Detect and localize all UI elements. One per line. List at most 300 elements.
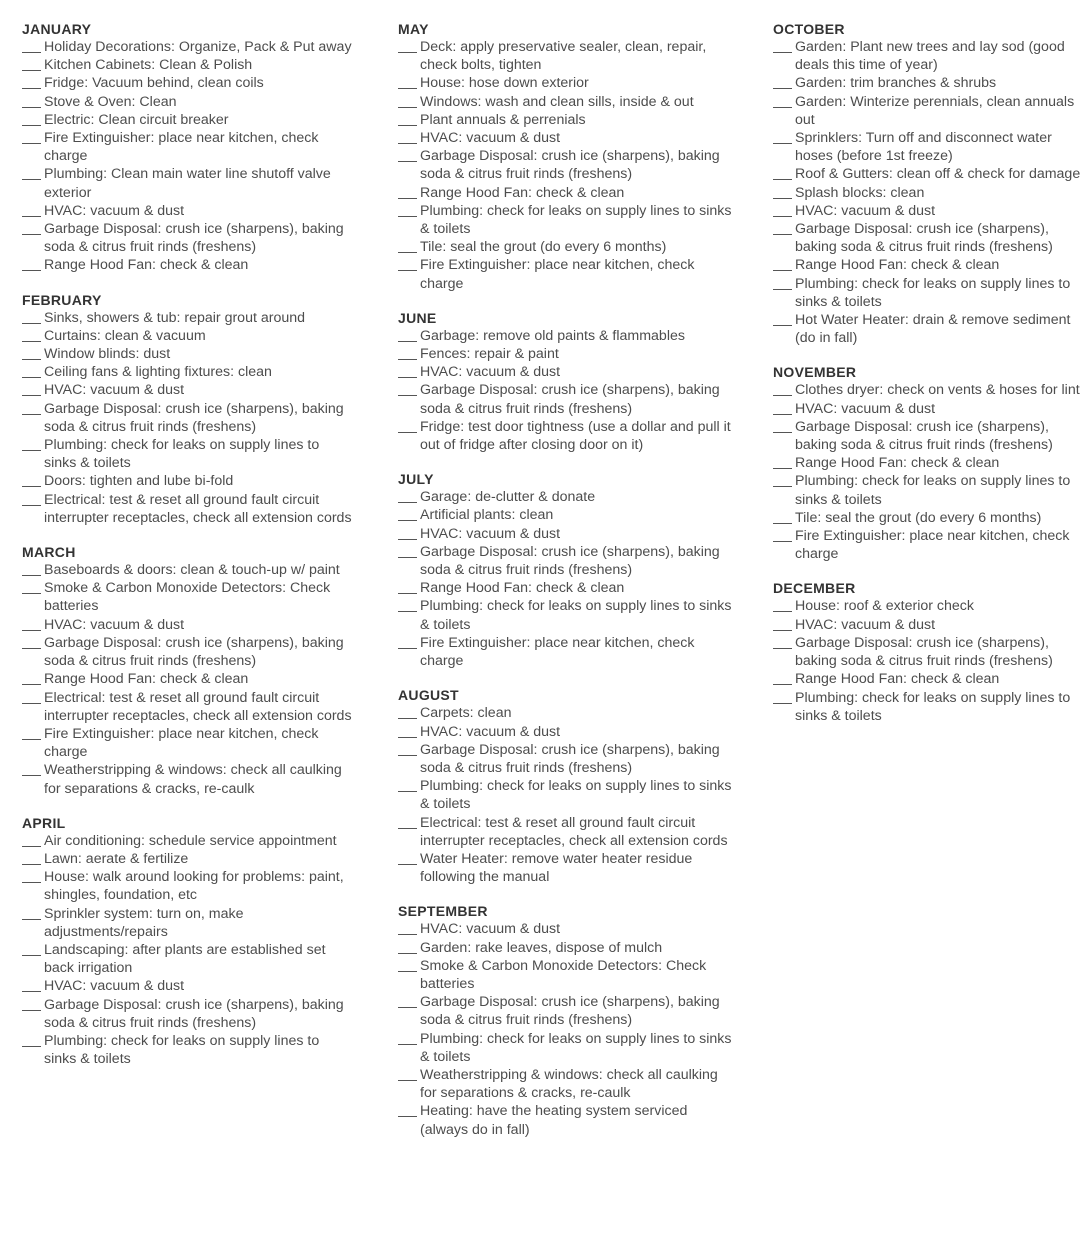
task-text: Electrical: test & reset all ground fault circuit interrupter receptacles, check all extension cords bbox=[44, 491, 352, 526]
month-heading: APRIL bbox=[22, 814, 66, 831]
month-section-august bbox=[398, 686, 733, 886]
task-text: Garage: de-clutter & donate bbox=[420, 489, 596, 506]
checkbox-blank-line bbox=[22, 593, 41, 594]
task-item bbox=[22, 725, 352, 761]
task-item bbox=[22, 616, 352, 634]
checkbox-blank-line bbox=[22, 216, 41, 217]
task-text: Garbage Disposal: crush ice (sharpens), baking soda & citrus fruit rinds (freshens) bbox=[44, 221, 344, 256]
column-2 bbox=[398, 20, 733, 1155]
task-text: Landscaping: after plants are established set back irrigation bbox=[44, 941, 326, 977]
task-text: Weatherstripping & windows: check all caulking for separations & cracks, re-caulk bbox=[420, 1066, 718, 1102]
task-text: Range Hood Fan: check & clean bbox=[795, 257, 1000, 274]
task-item bbox=[22, 436, 352, 472]
checkbox-blank-line bbox=[398, 377, 417, 378]
task-item bbox=[22, 165, 352, 201]
checkbox-blank-line bbox=[22, 107, 41, 108]
task-text: Curtains: clean & vacuum bbox=[44, 327, 206, 344]
task-text: Range Hood Fan: check & clean bbox=[795, 455, 1000, 472]
task-item bbox=[398, 741, 733, 777]
task-text: Holiday Decorations: Organize, Pack & Put away bbox=[44, 39, 352, 55]
task-text: Weatherstripping & windows: check all caulking for separations & cracks, re-caulk bbox=[44, 762, 342, 797]
task-text: Plumbing: check for leaks on supply lines to sinks & toilets bbox=[420, 778, 732, 813]
task-text: Garbage Disposal: crush ice (sharpens), baking soda & citrus fruit rinds (freshens) bbox=[420, 741, 720, 776]
task-item bbox=[22, 761, 352, 797]
task-list bbox=[398, 327, 733, 454]
checkbox-blank-line bbox=[398, 593, 417, 594]
task-item bbox=[22, 202, 352, 220]
task-text: Fire Extinguisher: place near kitchen, check charge bbox=[795, 528, 1070, 563]
checkbox-blank-line bbox=[22, 648, 41, 649]
month-section-january bbox=[22, 20, 352, 275]
task-text: Window blinds: dust bbox=[44, 346, 171, 363]
checkbox-blank-line bbox=[773, 325, 792, 326]
task-list bbox=[398, 920, 733, 1138]
task-item bbox=[22, 345, 352, 363]
month-section-june bbox=[398, 309, 733, 454]
task-text: Sprinkler system: turn on, make adjustments/repairs bbox=[44, 905, 244, 940]
task-text: Garbage Disposal: crush ice (sharpens), baking soda & citrus fruit rinds (freshens) bbox=[795, 221, 1053, 256]
month-heading: FEBRUARY bbox=[22, 291, 102, 308]
month-section-april bbox=[22, 814, 352, 1069]
task-text: Plumbing: check for leaks on supply lines to sinks & toilets bbox=[420, 202, 732, 238]
checkbox-blank-line bbox=[398, 395, 417, 396]
month-heading: DECEMBER bbox=[773, 580, 856, 597]
task-item bbox=[22, 38, 352, 56]
checkbox-blank-line bbox=[22, 955, 41, 956]
checkbox-blank-line bbox=[22, 1046, 41, 1047]
checkbox-blank-line bbox=[22, 775, 41, 776]
checkbox-blank-line bbox=[398, 143, 417, 144]
task-item bbox=[22, 634, 352, 670]
task-item bbox=[773, 184, 1089, 202]
month-heading: JULY bbox=[398, 471, 434, 488]
checkbox-blank-line bbox=[22, 359, 41, 360]
task-item bbox=[22, 129, 352, 165]
task-item bbox=[398, 381, 733, 417]
task-text: Range Hood Fan: check & clean bbox=[795, 671, 1000, 688]
checkbox-blank-line bbox=[773, 541, 792, 542]
checkbox-blank-line bbox=[398, 432, 417, 433]
task-item bbox=[398, 38, 733, 74]
checkbox-blank-line bbox=[398, 198, 417, 199]
checkbox-blank-line bbox=[398, 828, 417, 829]
task-list bbox=[22, 832, 352, 1069]
checkbox-blank-line bbox=[398, 359, 417, 360]
checkbox-blank-line bbox=[398, 88, 417, 89]
task-text: Tile: seal the grout (do every 6 months) bbox=[420, 239, 667, 256]
month-heading: SEPTEMBER bbox=[398, 903, 488, 920]
task-text: Sprinklers: Turn off and disconnect water hoses (before 1st freeze) bbox=[795, 130, 1052, 165]
checkbox-blank-line bbox=[773, 52, 792, 53]
task-item bbox=[398, 814, 733, 850]
task-item bbox=[773, 509, 1089, 527]
checkbox-blank-line bbox=[398, 216, 417, 217]
checkbox-blank-line bbox=[773, 198, 792, 199]
month-heading: AUGUST bbox=[398, 687, 459, 704]
checkbox-blank-line bbox=[22, 377, 41, 378]
column-1 bbox=[22, 20, 352, 1084]
task-text: Fire Extinguisher: place near kitchen, check charge bbox=[44, 725, 319, 761]
task-list bbox=[773, 381, 1089, 563]
checkbox-blank-line bbox=[398, 737, 417, 738]
task-item bbox=[398, 74, 733, 92]
task-text: Garbage Disposal: crush ice (sharpens), baking soda & citrus fruit rinds (freshens) bbox=[44, 634, 344, 670]
task-list bbox=[398, 488, 733, 670]
checkbox-blank-line bbox=[22, 864, 41, 865]
task-item bbox=[22, 670, 352, 688]
task-item bbox=[398, 525, 733, 543]
checkbox-blank-line bbox=[22, 143, 41, 144]
checkbox-blank-line bbox=[773, 143, 792, 144]
task-text: HVAC: vacuum & dust bbox=[420, 723, 561, 740]
task-item bbox=[398, 634, 733, 670]
task-text: Garbage Disposal: crush ice (sharpens), baking soda & citrus fruit rinds (freshens) bbox=[420, 543, 720, 579]
task-item bbox=[773, 256, 1089, 274]
task-text: Doors: tighten and lube bi-fold bbox=[44, 473, 234, 490]
task-item bbox=[773, 400, 1089, 418]
checkbox-blank-line bbox=[398, 502, 417, 503]
checkbox-blank-line bbox=[773, 289, 792, 290]
task-list bbox=[22, 309, 352, 527]
checkbox-blank-line bbox=[398, 864, 417, 865]
task-list bbox=[22, 561, 352, 798]
task-text: HVAC: vacuum & dust bbox=[420, 525, 561, 542]
task-item bbox=[398, 147, 733, 183]
task-item bbox=[773, 93, 1089, 129]
task-item bbox=[773, 689, 1089, 725]
checkbox-blank-line bbox=[773, 107, 792, 108]
checkbox-blank-line bbox=[22, 919, 41, 920]
task-item bbox=[398, 111, 733, 129]
checkbox-blank-line bbox=[398, 971, 417, 972]
checkbox-blank-line bbox=[773, 179, 792, 180]
checkbox-blank-line bbox=[773, 486, 792, 487]
checkbox-blank-line bbox=[773, 684, 792, 685]
task-item bbox=[398, 1066, 733, 1102]
checkbox-blank-line bbox=[398, 252, 417, 253]
task-text: Electric: Clean circuit breaker bbox=[44, 111, 229, 128]
checkbox-blank-line bbox=[773, 611, 792, 612]
task-item bbox=[22, 579, 352, 615]
task-item bbox=[773, 202, 1089, 220]
month-section-december bbox=[773, 579, 1089, 724]
checkbox-blank-line bbox=[22, 450, 41, 451]
task-item bbox=[22, 309, 352, 327]
task-text: House: roof & exterior check bbox=[795, 598, 974, 615]
task-item bbox=[398, 993, 733, 1029]
task-text: Plumbing: check for leaks on supply lines to sinks & toilets bbox=[44, 437, 320, 472]
checkbox-blank-line bbox=[398, 161, 417, 162]
task-item bbox=[398, 506, 733, 524]
checkbox-blank-line bbox=[22, 179, 41, 180]
task-item bbox=[773, 597, 1089, 615]
task-item bbox=[22, 977, 352, 995]
task-item bbox=[398, 184, 733, 202]
task-text: Plumbing: check for leaks on supply lines to sinks & toilets bbox=[420, 598, 732, 633]
checkbox-blank-line bbox=[22, 70, 41, 71]
month-section-october bbox=[773, 20, 1089, 347]
task-item bbox=[22, 561, 352, 579]
month-heading: NOVEMBER bbox=[773, 364, 857, 381]
task-text: House: walk around looking for problems: paint, shingles, foundation, etc bbox=[44, 869, 344, 904]
column-3 bbox=[773, 20, 1089, 741]
task-text: Garden: Plant new trees and lay sod (good deals this time of year) bbox=[795, 39, 1065, 74]
checkbox-blank-line bbox=[398, 934, 417, 935]
task-text: Range Hood Fan: check & clean bbox=[44, 257, 249, 274]
checkbox-blank-line bbox=[22, 125, 41, 126]
checkbox-blank-line bbox=[773, 88, 792, 89]
checkbox-blank-line bbox=[22, 575, 41, 576]
task-item bbox=[398, 1030, 733, 1066]
task-item bbox=[773, 74, 1089, 92]
checkbox-blank-line bbox=[22, 414, 41, 415]
checkbox-blank-line bbox=[22, 739, 41, 740]
task-item bbox=[22, 56, 352, 74]
checkbox-blank-line bbox=[773, 414, 792, 415]
task-text: Electrical: test & reset all ground fault circuit interrupter receptacles, check all extension cords bbox=[420, 814, 728, 849]
checkbox-blank-line bbox=[773, 703, 792, 704]
task-text: Fridge: Vacuum behind, clean coils bbox=[44, 75, 264, 92]
task-text: Fences: repair & paint bbox=[420, 346, 559, 363]
task-text: HVAC: vacuum & dust bbox=[44, 616, 185, 633]
checkbox-blank-line bbox=[22, 505, 41, 506]
task-item bbox=[22, 381, 352, 399]
task-item bbox=[398, 129, 733, 147]
checkbox-blank-line bbox=[773, 234, 792, 235]
task-list bbox=[773, 597, 1089, 724]
task-text: Sinks, showers & tub: repair grout around bbox=[44, 309, 306, 326]
checkbox-blank-line bbox=[22, 630, 41, 631]
task-text: HVAC: vacuum & dust bbox=[795, 400, 936, 417]
task-text: Garbage Disposal: crush ice (sharpens), baking soda & citrus fruit rinds (freshens) bbox=[44, 400, 344, 435]
month-heading: MAY bbox=[398, 21, 429, 37]
task-item bbox=[22, 832, 352, 850]
task-item bbox=[398, 579, 733, 597]
task-item bbox=[398, 723, 733, 741]
month-heading: JANUARY bbox=[22, 21, 92, 37]
task-item bbox=[398, 597, 733, 633]
checkbox-blank-line bbox=[773, 630, 792, 631]
task-item bbox=[398, 939, 733, 957]
task-item bbox=[22, 850, 352, 868]
checkbox-blank-line bbox=[398, 1007, 417, 1008]
task-item bbox=[398, 238, 733, 256]
task-item bbox=[773, 670, 1089, 688]
month-section-february bbox=[22, 291, 352, 527]
task-item bbox=[398, 418, 733, 454]
task-text: Plumbing: Clean main water line shutoff valve exterior bbox=[44, 166, 331, 201]
task-text: Roof & Gutters: clean off & check for damage bbox=[795, 166, 1081, 183]
checkbox-blank-line bbox=[22, 684, 41, 685]
checkbox-blank-line bbox=[398, 1116, 417, 1117]
task-item bbox=[398, 256, 733, 292]
task-list bbox=[398, 38, 733, 293]
task-item bbox=[22, 93, 352, 111]
task-text: Tile: seal the grout (do every 6 months) bbox=[795, 509, 1042, 526]
checkbox-blank-line bbox=[398, 270, 417, 271]
task-text: Garbage: remove old paints & flammables bbox=[420, 327, 685, 344]
task-text: HVAC: vacuum & dust bbox=[44, 382, 185, 399]
checkbox-blank-line bbox=[398, 539, 417, 540]
task-item bbox=[773, 527, 1089, 563]
checkbox-blank-line bbox=[22, 882, 41, 883]
task-text: Fire Extinguisher: place near kitchen, check charge bbox=[44, 130, 319, 165]
task-text: HVAC: vacuum & dust bbox=[420, 364, 561, 381]
task-text: Garbage Disposal: crush ice (sharpens), baking soda & citrus fruit rinds (freshens) bbox=[795, 634, 1053, 670]
checkbox-blank-line bbox=[398, 125, 417, 126]
task-text: HVAC: vacuum & dust bbox=[795, 616, 936, 633]
task-text: Splash blocks: clean bbox=[795, 184, 925, 201]
task-item bbox=[773, 634, 1089, 670]
month-section-may bbox=[398, 20, 733, 293]
checkbox-blank-line bbox=[398, 341, 417, 342]
checkbox-blank-line bbox=[398, 755, 417, 756]
task-text: Garbage Disposal: crush ice (sharpens), baking soda & citrus fruit rinds (freshens) bbox=[44, 996, 344, 1031]
task-text: Garden: trim branches & shrubs bbox=[795, 75, 997, 92]
task-text: HVAC: vacuum & dust bbox=[795, 202, 936, 219]
task-item bbox=[22, 905, 352, 941]
task-item bbox=[398, 777, 733, 813]
task-list bbox=[398, 704, 733, 886]
task-item bbox=[773, 418, 1089, 454]
task-item bbox=[773, 381, 1089, 399]
month-section-march bbox=[22, 543, 352, 798]
task-item bbox=[22, 689, 352, 725]
checkbox-blank-line bbox=[22, 991, 41, 992]
task-item bbox=[398, 543, 733, 579]
task-text: Carpets: clean bbox=[420, 705, 512, 722]
task-item bbox=[398, 850, 733, 886]
task-text: Plumbing: check for leaks on supply lines to sinks & toilets bbox=[795, 473, 1071, 508]
task-text: Ceiling fans & lighting fixtures: clean bbox=[44, 364, 272, 381]
task-text: Plant annuals & perrenials bbox=[420, 111, 586, 128]
task-text: Hot Water Heater: drain & remove sediment (do in fall) bbox=[795, 312, 1071, 347]
task-item bbox=[773, 311, 1089, 347]
task-item bbox=[22, 74, 352, 92]
task-item bbox=[398, 920, 733, 938]
task-text: HVAC: vacuum & dust bbox=[44, 978, 185, 995]
task-item bbox=[773, 454, 1089, 472]
task-item bbox=[398, 202, 733, 238]
task-text: Lawn: aerate & fertilize bbox=[44, 850, 189, 867]
task-text: Windows: wash and clean sills, inside & out bbox=[420, 93, 694, 110]
task-item bbox=[398, 93, 733, 111]
checkbox-blank-line bbox=[22, 341, 41, 342]
checkbox-blank-line bbox=[22, 323, 41, 324]
task-text: HVAC: vacuum & dust bbox=[420, 130, 561, 147]
task-item bbox=[22, 256, 352, 274]
month-heading: MARCH bbox=[22, 544, 76, 561]
checkbox-blank-line bbox=[22, 270, 41, 271]
task-text: Range Hood Fan: check & clean bbox=[44, 671, 249, 688]
task-item bbox=[22, 327, 352, 345]
checkbox-blank-line bbox=[398, 791, 417, 792]
task-item bbox=[773, 38, 1089, 74]
task-item bbox=[773, 129, 1089, 165]
checkbox-blank-line bbox=[398, 1044, 417, 1045]
task-list bbox=[22, 38, 352, 275]
task-item bbox=[398, 1102, 733, 1138]
checkbox-blank-line bbox=[773, 395, 792, 396]
task-text: Range Hood Fan: check & clean bbox=[420, 184, 625, 201]
month-heading: JUNE bbox=[398, 309, 437, 326]
task-item bbox=[398, 957, 733, 993]
task-text: Deck: apply preservative sealer, clean, repair, check bolts, tighten bbox=[420, 39, 707, 74]
task-text: Garden: rake leaves, dispose of mulch bbox=[420, 939, 663, 956]
checkbox-blank-line bbox=[22, 846, 41, 847]
task-item bbox=[398, 327, 733, 345]
task-text: HVAC: vacuum & dust bbox=[44, 202, 185, 219]
task-item bbox=[22, 472, 352, 490]
checkbox-blank-line bbox=[773, 216, 792, 217]
checkbox-blank-line bbox=[22, 395, 41, 396]
checkbox-blank-line bbox=[398, 107, 417, 108]
month-section-september bbox=[398, 902, 733, 1138]
checkbox-blank-line bbox=[398, 1080, 417, 1081]
task-item bbox=[398, 345, 733, 363]
task-text: Artificial plants: clean bbox=[420, 507, 554, 524]
checkbox-blank-line bbox=[398, 611, 417, 612]
task-text: Garden: Winterize perennials, clean annuals out bbox=[795, 93, 1075, 128]
task-item bbox=[398, 704, 733, 722]
checkbox-blank-line bbox=[773, 648, 792, 649]
task-text: Fridge: test door tightness (use a dollar and pull it out of fridge after closing door on it) bbox=[420, 418, 731, 454]
task-text: HVAC: vacuum & dust bbox=[420, 921, 561, 938]
task-item bbox=[773, 616, 1089, 634]
task-item bbox=[22, 220, 352, 256]
task-text: Baseboards & doors: clean & touch-up w/ paint bbox=[44, 562, 340, 579]
month-section-july bbox=[398, 470, 733, 670]
checkbox-blank-line bbox=[22, 703, 41, 704]
month-section-november bbox=[773, 363, 1089, 563]
task-item bbox=[22, 941, 352, 977]
task-text: Garbage Disposal: crush ice (sharpens), baking soda & citrus fruit rinds (freshens) bbox=[420, 148, 720, 183]
task-item bbox=[773, 165, 1089, 183]
checkbox-blank-line bbox=[773, 523, 792, 524]
checkbox-blank-line bbox=[398, 648, 417, 649]
task-item bbox=[22, 363, 352, 381]
checkbox-blank-line bbox=[773, 468, 792, 469]
checkbox-blank-line bbox=[22, 52, 41, 53]
task-item bbox=[22, 491, 352, 527]
task-text: Fire Extinguisher: place near kitchen, check charge bbox=[420, 634, 695, 670]
task-list bbox=[773, 38, 1089, 347]
task-item bbox=[22, 111, 352, 129]
checkbox-blank-line bbox=[22, 1010, 41, 1011]
month-heading: OCTOBER bbox=[773, 21, 845, 37]
task-item bbox=[22, 400, 352, 436]
checkbox-blank-line bbox=[398, 953, 417, 954]
task-text: Heating: have the heating system serviced (always do in fall) bbox=[420, 1103, 688, 1138]
task-text: Plumbing: check for leaks on supply lines to sinks & toilets bbox=[44, 1032, 320, 1068]
task-text: Plumbing: check for leaks on supply lines to sinks & toilets bbox=[420, 1030, 732, 1065]
task-item bbox=[773, 220, 1089, 256]
task-item bbox=[398, 488, 733, 506]
checkbox-blank-line bbox=[398, 718, 417, 719]
checkbox-blank-line bbox=[773, 432, 792, 433]
task-item bbox=[22, 996, 352, 1032]
checkbox-blank-line bbox=[398, 52, 417, 53]
task-text: Electrical: test & reset all ground fault circuit interrupter receptacles, check all extension cords bbox=[44, 689, 352, 724]
task-text: Garbage Disposal: crush ice (sharpens), baking soda & citrus fruit rinds (freshens) bbox=[420, 382, 720, 417]
task-text: Clothes dryer: check on vents & hoses for lint bbox=[795, 382, 1080, 399]
checkbox-blank-line bbox=[398, 557, 417, 558]
task-text: Range Hood Fan: check & clean bbox=[420, 580, 625, 597]
task-text: Kitchen Cabinets: Clean & Polish bbox=[44, 57, 253, 74]
checkbox-blank-line bbox=[22, 234, 41, 235]
checkbox-blank-line bbox=[773, 270, 792, 271]
task-item bbox=[22, 868, 352, 904]
